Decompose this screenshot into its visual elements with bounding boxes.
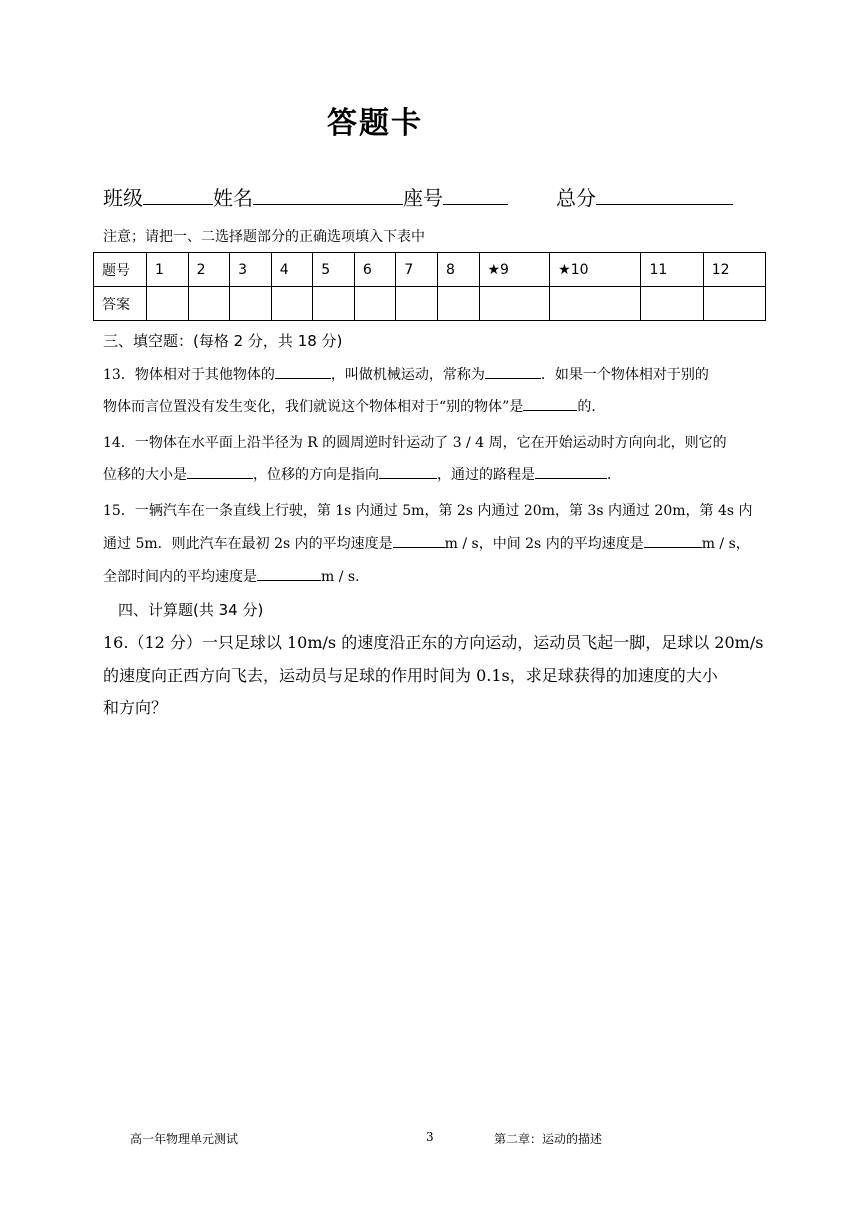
q-number: 4 [271, 253, 313, 287]
q15-line1: 15．一辆汽车在一条直线上行驶，第 1s 内通过 5m，第 2s 内通过 20m，第 3s 内通过 20m，第 4s 内 [103, 503, 753, 519]
section4-heading: 四、计算题(共 34 分) [118, 601, 264, 619]
q-number: 6 [354, 253, 396, 287]
answer-row [94, 287, 766, 321]
answer-cell[interactable] [271, 287, 313, 321]
q14-text: ，位移的方向是指向 [253, 467, 379, 483]
q16-line1: 16.（12 分）一只足球以 10m/s 的速度沿正东的方向运动，运动员飞起一脚，足球以 20m/s [103, 633, 764, 652]
q-number: ★9 [479, 253, 550, 287]
q13-blank1[interactable] [275, 364, 331, 379]
q16-line2: 的速度向正西方向飞去，运动员与足球的作用时间为 0.1s，求足球获得的加速度的大小 [103, 666, 718, 685]
section3-heading: 三、填空题：(每格 2 分，共 18 分) [103, 332, 343, 350]
answer-cell[interactable] [641, 287, 703, 321]
class-blank[interactable] [143, 184, 213, 205]
name-blank[interactable] [253, 184, 403, 205]
answer-cell[interactable] [396, 287, 438, 321]
q-number: 12 [703, 253, 765, 287]
table-header-answer: 答案 [94, 287, 147, 321]
answer-cell[interactable] [703, 287, 765, 321]
q15-text: m / s， [701, 536, 750, 552]
q14-blank3[interactable] [535, 464, 607, 479]
q13-blank2[interactable] [485, 364, 541, 379]
seat-blank[interactable] [443, 184, 508, 205]
q14-line1: 14．一物体在水平面上沿半径为 R 的圆周逆时针运动了 3 / 4 周，它在开始运动时方向向北，则它的 [103, 435, 727, 451]
q-number: 3 [230, 253, 272, 287]
q13-text: 的． [577, 399, 606, 415]
answer-cell[interactable] [188, 287, 230, 321]
total-label: 总分 [556, 186, 596, 210]
q14-blank1[interactable] [187, 464, 253, 479]
answer-cell[interactable] [230, 287, 272, 321]
q13-text: ，叫做机械运动，常称为 [330, 367, 485, 383]
q15-line2 [103, 533, 750, 553]
q14-text: 位移的大小是 [103, 467, 187, 483]
q15-blank2[interactable] [644, 533, 702, 548]
q16-line3: 和方向？ [103, 698, 168, 717]
question-number-row [94, 253, 766, 287]
answer-cell[interactable] [313, 287, 355, 321]
q14-blank2[interactable] [379, 464, 437, 479]
q-number: 11 [641, 253, 703, 287]
seat-label: 座号 [403, 186, 443, 210]
q15-blank3[interactable] [257, 566, 321, 581]
class-label: 班级 [103, 186, 143, 210]
q15-text: 通过 5m．则此汽车在最初 2s 内的平均速度是 [103, 536, 393, 552]
q13-text: 13．物体相对于其他物体的 [103, 367, 275, 383]
answer-table [93, 252, 766, 321]
q13-line2 [103, 396, 605, 416]
footer-left: 高一年物理单元测试 [130, 1132, 239, 1146]
footer-right: 第二章：运动的描述 [494, 1132, 603, 1146]
q15-text: m / s． [321, 569, 370, 585]
q14-text: ． [607, 467, 621, 483]
answer-cell[interactable] [437, 287, 479, 321]
student-info-row [103, 182, 733, 211]
q15-blank1[interactable] [393, 533, 445, 548]
name-label: 姓名 [213, 186, 253, 210]
q15-text: m / s，中间 2s 内的平均速度是 [444, 536, 644, 552]
answer-cell[interactable] [354, 287, 396, 321]
q13-line1 [103, 364, 709, 384]
answer-cell[interactable] [550, 287, 641, 321]
page-title: 答题卡 [327, 106, 423, 141]
q15-text: 全部时间内的平均速度是 [103, 569, 257, 585]
total-blank[interactable] [596, 184, 733, 205]
answer-cell[interactable] [479, 287, 550, 321]
q-number: 5 [313, 253, 355, 287]
q-number: 1 [147, 253, 189, 287]
q-number: 8 [437, 253, 479, 287]
q-number: 7 [396, 253, 438, 287]
q13-text: ．如果一个物体相对于别的 [540, 367, 709, 383]
q15-line3 [103, 566, 369, 586]
table-header-number: 题号 [94, 253, 147, 287]
q-number: ★10 [550, 253, 641, 287]
q14-line2 [103, 464, 621, 484]
q-number: 2 [188, 253, 230, 287]
footer-page-number: 3 [426, 1130, 434, 1144]
q13-blank3[interactable] [523, 396, 577, 411]
q14-text: ，通过的路程是 [437, 467, 535, 483]
instruction-note: 注意；请把一、二选择题部分的正确选项填入下表中 [103, 229, 425, 245]
q13-text: 物体而言位置没有发生变化，我们就说这个物体相对于“别的物体”是 [103, 399, 524, 415]
answer-cell[interactable] [147, 287, 189, 321]
